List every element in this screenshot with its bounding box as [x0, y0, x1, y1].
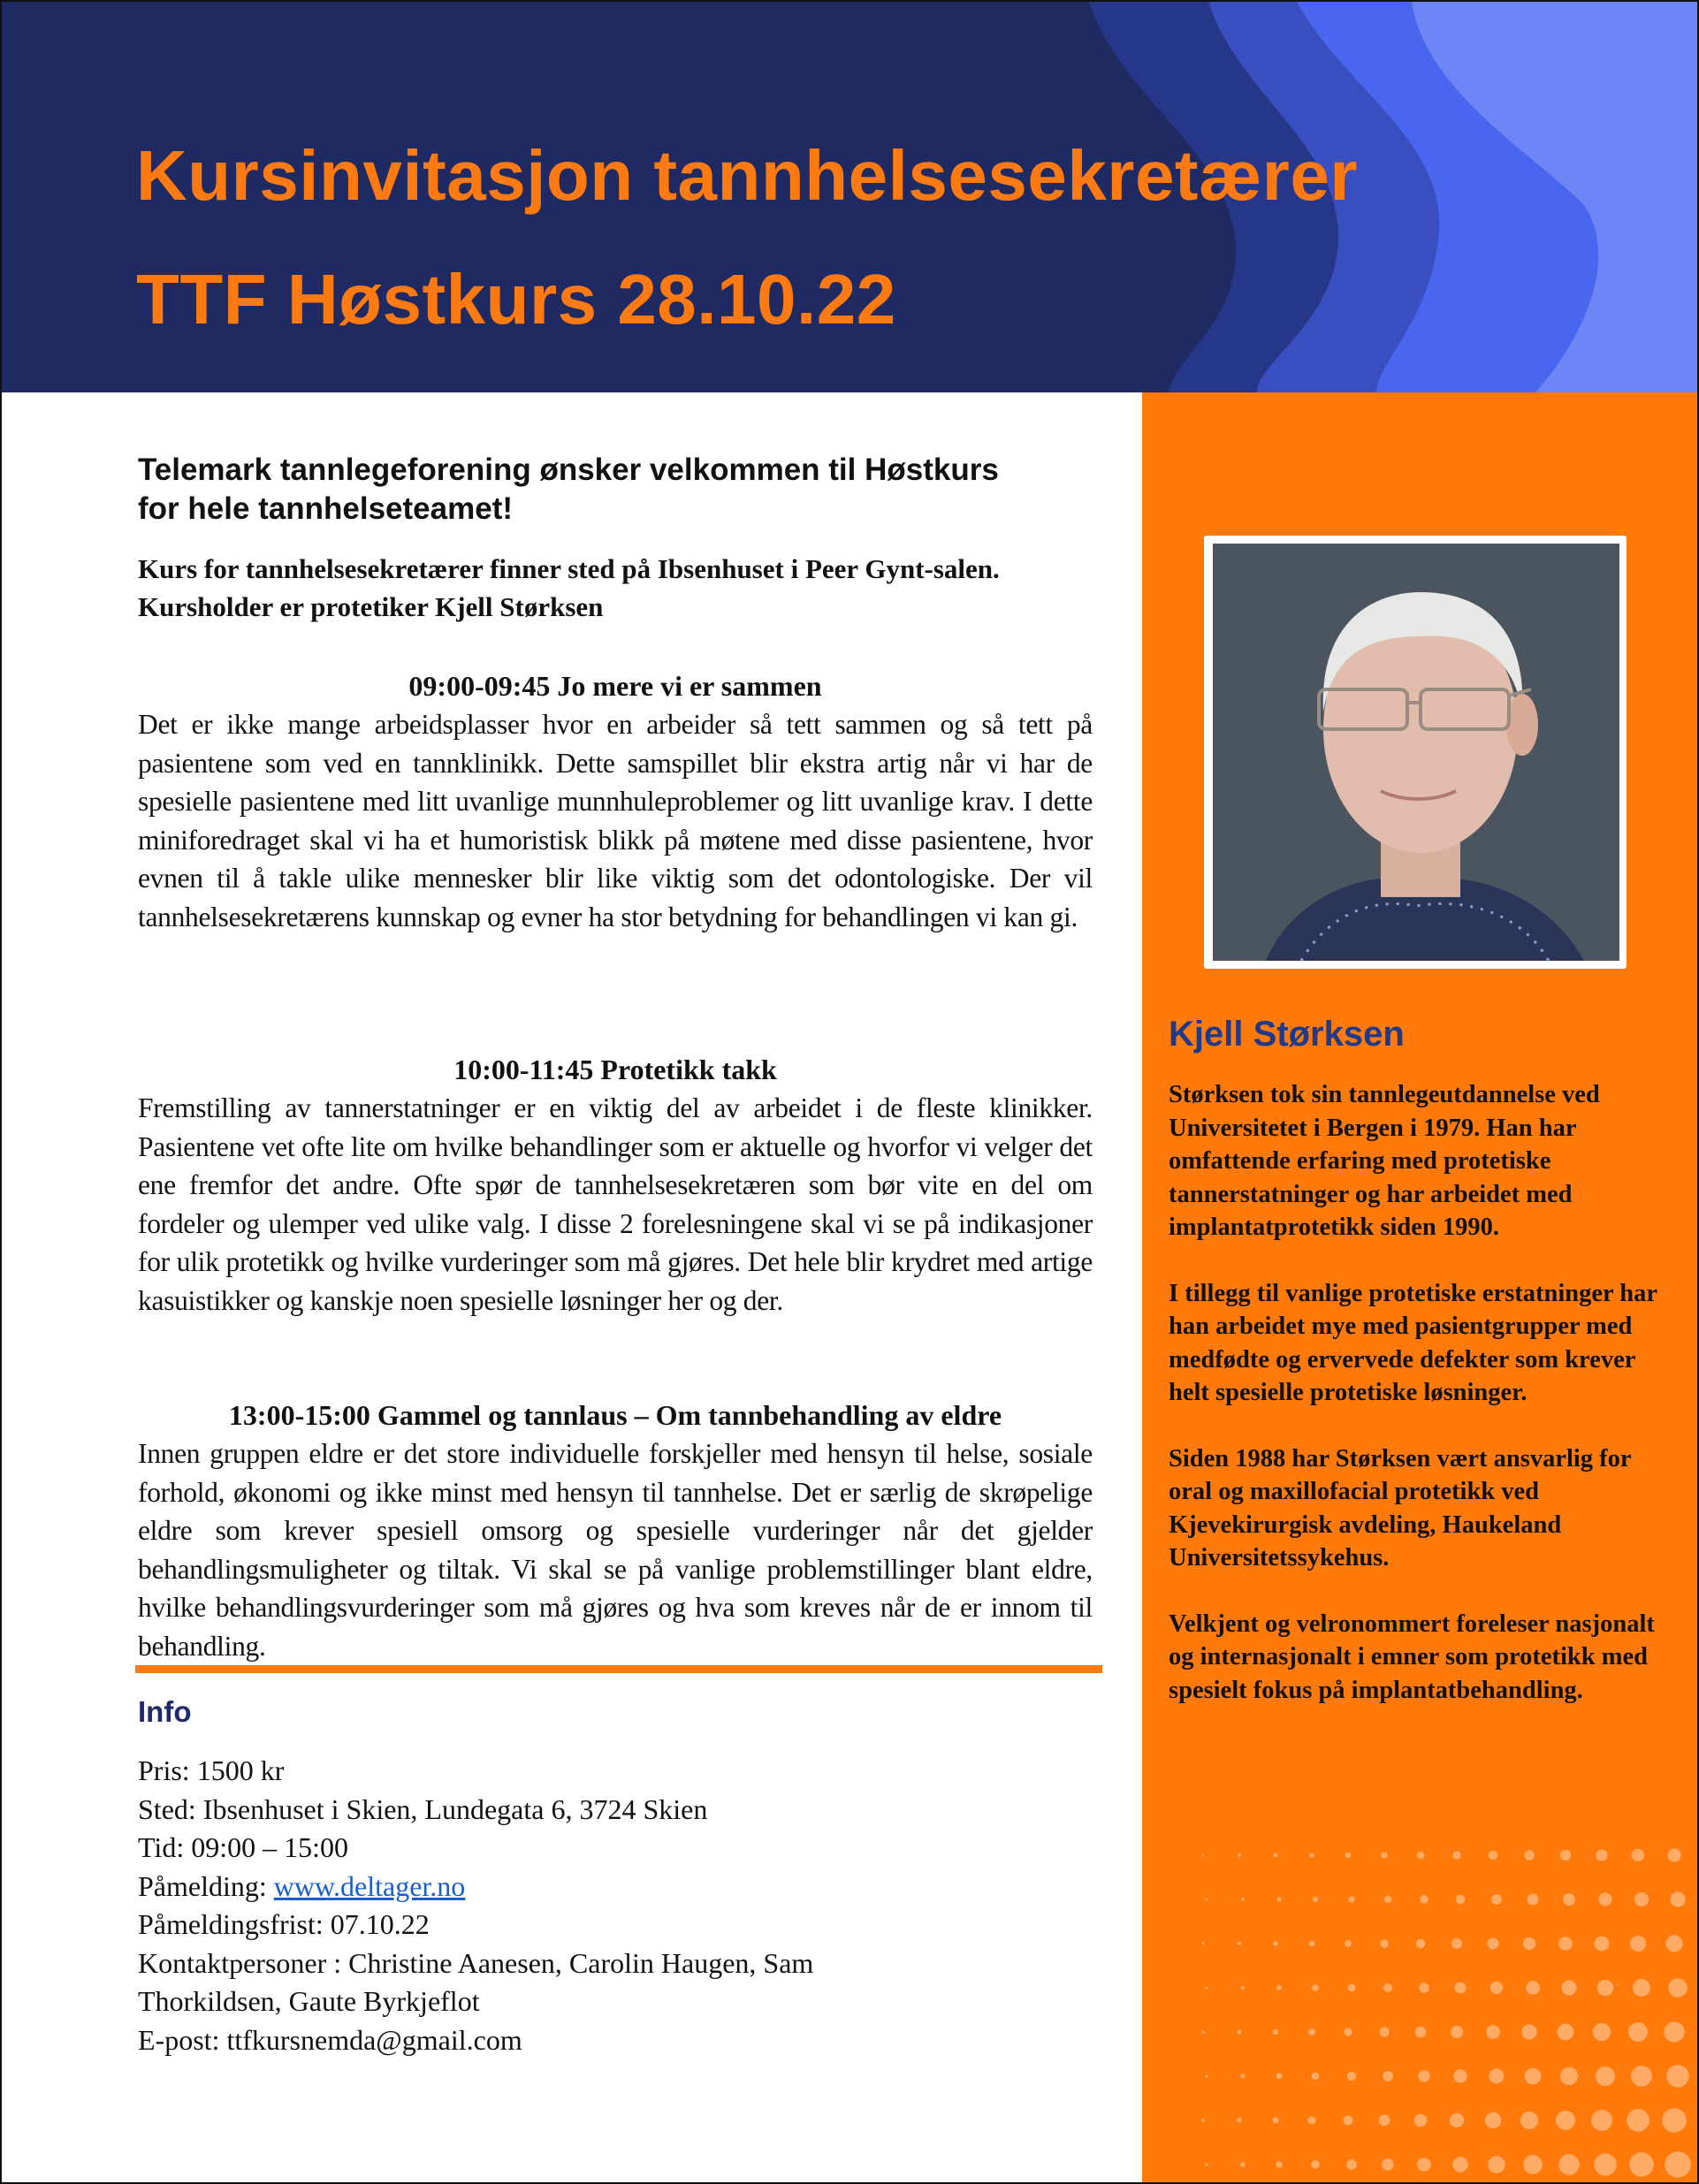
intro-text: Kurs for tannhelsesekretærer finner sted på Ibsenhuset i Peer Gynt-salen. Kursholder er protetiker Kjell Størksen [138, 553, 1000, 622]
session-title: 13:00-15:00 Gammel og tannlaus – Om tannbehandling av eldre [228, 1399, 1002, 1431]
halftone-dot [1416, 1939, 1425, 1948]
halftone-dot [1344, 2028, 1352, 2036]
info-place: Sted: Ibsenhuset i Skien, Lundegata 6, 3724 Skien [138, 1792, 708, 1825]
halftone-dot [1241, 1898, 1245, 1901]
info-block [138, 1752, 1022, 2059]
halftone-dot [1205, 1986, 1208, 1989]
halftone-dot [1348, 1896, 1354, 1902]
halftone-dot [1379, 2115, 1390, 2127]
halftone-dot [1563, 1893, 1575, 1906]
bio-paragraph-4: Velkjent og velronommert foreleser nasjonalt og internasjonalt i emner som protetikk med spesielt fokus på implantatbehandling. [1169, 1609, 1655, 1704]
halftone-dot [1632, 1849, 1644, 1861]
halftone-dot [1490, 1982, 1503, 1994]
speaker-sidebar [1142, 392, 1697, 2182]
halftone-dot [1420, 1895, 1428, 1903]
halftone-dot [1346, 2159, 1357, 2170]
halftone-dot [1560, 1850, 1571, 1861]
halftone-dot [1525, 2068, 1542, 2085]
bio-paragraph-3: Siden 1988 har Størksen vært ansvarlig for oral og maxillofacial protetikk ved Kjevekirurgisk avdeling, Haukeland Universitetssykehus. [1169, 1444, 1632, 1571]
halftone-dot [1417, 1852, 1424, 1859]
halftone-dot [1520, 2112, 1538, 2129]
halftone-dot [1452, 1851, 1460, 1859]
halftone-dot [1238, 1942, 1241, 1945]
halftone-dot [1670, 1891, 1685, 1906]
halftone-dot [1666, 2065, 1688, 2087]
halftone-dot [1628, 2022, 1648, 2042]
halftone-dot [1309, 1853, 1314, 1857]
halftone-dot [1596, 1849, 1607, 1861]
halftone-dot [1414, 2114, 1428, 2127]
halftone-dot [1597, 1980, 1613, 1996]
bio-paragraph-1: Størksen tok sin tannlegeutdannelse ved Universitetet i Bergen i 1979. Han har omfattende erfaring med protetiske tannerstatninger og har arbeidet med implantatprotetikk siden 1990. [1169, 1081, 1600, 1241]
halftone-dot [1202, 1854, 1205, 1857]
halftone-dot [1491, 1894, 1502, 1905]
session-title: 09:00-09:45 Jo mere vi er sammen [408, 670, 822, 702]
halftone-dot [1594, 2153, 1617, 2176]
halftone-dot [1451, 2026, 1463, 2038]
halftone-dot [1665, 1935, 1682, 1952]
halftone-dot [1345, 1853, 1351, 1858]
halftone-dot [1631, 2066, 1652, 2087]
halftone-dot [1456, 1895, 1465, 1904]
halftone-dot [1345, 1940, 1352, 1947]
halftone-dot [1629, 2152, 1654, 2177]
halftone-dot [1662, 2108, 1686, 2132]
halftone-dot [1596, 2066, 1615, 2086]
halftone-dot [1556, 2111, 1575, 2130]
halftone-dot [1633, 1979, 1650, 1997]
halftone-dot [1277, 1898, 1282, 1902]
info-contacts-line-2: Thorkildsen, Gaute Byrkjeflot [138, 1985, 480, 2017]
halftone-dot [1384, 1896, 1391, 1903]
halftone-dot [1523, 1937, 1535, 1950]
info-email: E-post: ttfkursnemda@gmail.com [138, 2023, 522, 2056]
title-line-1: Kursinvitasjon tannhelsesekretærer [136, 136, 1358, 215]
halftone-dot [1205, 2074, 1208, 2077]
bio-paragraph-2: I tillegg til vanlige protetiske erstatninger har han arbeidet mye med pasientgrupper med medfødte og ervervede defekter som krever helt spesielle protetiske løsninger. [1169, 1279, 1657, 1406]
halftone-dot [1272, 2117, 1278, 2123]
halftone-dot [1274, 1853, 1277, 1857]
halftone-dot [1380, 2028, 1390, 2037]
speaker-photo-frame [1204, 536, 1627, 969]
halftone-dot [1627, 2109, 1649, 2132]
registration-link[interactable]: www.deltager.no [273, 1869, 466, 1902]
halftone-dot [1312, 2073, 1319, 2080]
halftone-dot [1524, 1850, 1534, 1860]
halftone-dot [1347, 2072, 1356, 2081]
halftone-dot [1241, 1986, 1245, 1990]
halftone-dot [1634, 1892, 1649, 1906]
halftone-dot [1665, 2151, 1691, 2178]
halftone-dot [1528, 1894, 1539, 1906]
halftone-dot [1308, 2117, 1316, 2125]
halftone-dot [1668, 1978, 1687, 1997]
session-3 [138, 1396, 1093, 1665]
info-deadline: Påmeldingsfrist: 07.10.22 [138, 1908, 430, 1940]
halftone-dot [1595, 1937, 1610, 1952]
halftone-dot [1450, 2113, 1464, 2127]
registration-label: Påmelding: [138, 1869, 274, 1902]
halftone-dot [1591, 2110, 1612, 2131]
session-body: Fremstilling av tannerstatninger er en viktig del av arbeidet i de fleste klinikker. Pasientene vet ofte lite om hvilke behandlinger som er aktuelle og hvorfor vi velger det ene fremfor det andre. Ofte spør de tannhelsesekretæren som bør vite en del om fordeler og ulemper ved ulike valg. I disse 2 forelesningene skal vi se på indikasjoner for ulik protetikk og hvilke vurderinger som må gjøres. Det hele blir krydret med artige kasuistikker og kanskje noen spesielle løsninger her og der. [138, 1092, 1093, 1316]
halftone-dot [1523, 2155, 1543, 2174]
session-1 [138, 666, 1093, 936]
session-2 [138, 1050, 1093, 1320]
halftone-dot [1311, 2160, 1320, 2169]
session-body: Innen gruppen eldre er det store individuelle forskjeller med hensyn til helse, sosiale forhold, økonomi og ikke minst med hensyn til tannhelse. Det er særlig de skrøpelige eldre som krever spesiell omsorg og spesielle vurderinger når det gjelder behandlingsmuligheter og tiltak. Vi skal se på vanlige problemstillinger blant eldre, hvilke behandlingsvurderinger som må gjøres og hva som kreves når de er innom til behandling. [138, 1438, 1093, 1662]
halftone-dot [1240, 2162, 1246, 2167]
halftone-dot [1309, 1941, 1315, 1947]
halftone-dot [1238, 1853, 1241, 1857]
halftone-dot [1382, 2158, 1394, 2171]
halftone-dot [1558, 2024, 1574, 2041]
halftone-dot [1489, 1851, 1497, 1860]
halftone-dot [1237, 2118, 1241, 2122]
halftone-dot [1558, 1937, 1572, 1950]
halftone-dot [1558, 2154, 1580, 2175]
halftone-dot [1276, 2161, 1283, 2168]
halftone-dot [1240, 2074, 1245, 2078]
halftone-dot [1312, 1984, 1318, 1990]
halftone-dot [1313, 1897, 1318, 1902]
speaker-photo [1213, 544, 1619, 961]
halftone-dot [1453, 2069, 1467, 2082]
session-body: Det er ikke mange arbeidsplasser hvor en arbeider så tett sammen og så tett på pasientene som ved en tannklinikk. Dette samspillet blir ekstra artig når vi har de spesielle pasientene med litt uvanlige munnhuleproblemer og litt uvanlige krav. I dette miniforedraget skal vi ha et humoristisk blikk på møtene med disse pasientene, hvor evnen til å takle ulike mennesker blir like viktig som det odontologiske. Der vil tannhelsesekretærens kunnskap og evner ha stor betydning for behandlingen vi kan gi. [138, 709, 1093, 932]
halftone-dot [1561, 1980, 1576, 1995]
session-title: 10:00-11:45 Protetikk takk [453, 1054, 777, 1085]
speaker-bio [1169, 1078, 1664, 1739]
halftone-dot [1418, 2070, 1430, 2082]
info-contacts-line-1: Kontaktpersoner : Christine Aanesen, Carolin Haugen, Sam [138, 1946, 814, 1979]
halftone-dot [1273, 2029, 1278, 2035]
halftone-dot [1599, 1893, 1612, 1906]
halftone-dot [1206, 1899, 1208, 1901]
halftone-dot [1417, 2157, 1431, 2172]
info-registration [138, 1868, 1022, 1906]
halftone-dot [1415, 2027, 1426, 2037]
halftone-dot [1526, 1981, 1540, 1995]
halftone-dot [1451, 1938, 1462, 1949]
halftone-dot [1488, 1938, 1499, 1950]
halftone-dot [1486, 2025, 1500, 2039]
info-price: Pris: 1500 kr [138, 1754, 285, 1786]
halftone-dot [1276, 2074, 1283, 2080]
halftone-dot [1344, 2116, 1353, 2126]
halftone-dot [1308, 2028, 1315, 2036]
halftone-dot [1380, 1939, 1388, 1947]
halftone-dot [1205, 2163, 1208, 2166]
halftone-dot [1201, 2119, 1204, 2121]
halftone-dot [1664, 2021, 1684, 2042]
info-heading: Info [138, 1695, 192, 1728]
title-line-2: TTF Høstkurs 28.10.22 [136, 260, 896, 339]
halftone-dot [1273, 1941, 1277, 1945]
welcome-heading: Telemark tannlegeforening ønsker velkommen til Høstkurs for hele tannhelseteamet! [138, 453, 999, 526]
halftone-dot [1630, 1936, 1646, 1952]
halftone-dot [1348, 1984, 1356, 1992]
speaker-name: Kjell Størksen [1169, 1015, 1405, 1054]
halftone-dot [1521, 2024, 1536, 2039]
halftone-dot [1452, 2157, 1468, 2173]
halftone-dot [1489, 2069, 1505, 2084]
halftone-dot [1419, 1982, 1429, 1992]
halftone-dot [1667, 1848, 1680, 1861]
halftone-dot [1488, 2156, 1505, 2173]
info-time: Tid: 09:00 – 15:00 [138, 1831, 348, 1863]
halftone-dot [1593, 2023, 1611, 2041]
halftone-dot [1381, 1852, 1387, 1858]
orange-divider [135, 1665, 1102, 1673]
halftone-dot [1485, 2112, 1501, 2128]
halftone-dot [1202, 1943, 1205, 1945]
halftone-dot [1276, 1985, 1282, 1990]
halftone-dot [1560, 2067, 1578, 2085]
header-banner [2, 2, 1697, 392]
portrait-illustration [1213, 544, 1619, 961]
halftone-dot [1455, 1982, 1467, 1994]
halftone-dot [1383, 2071, 1393, 2081]
halftone-dot [1238, 2030, 1242, 2035]
halftone-dot [1201, 2030, 1204, 2033]
halftone-dot [1383, 1983, 1392, 1992]
